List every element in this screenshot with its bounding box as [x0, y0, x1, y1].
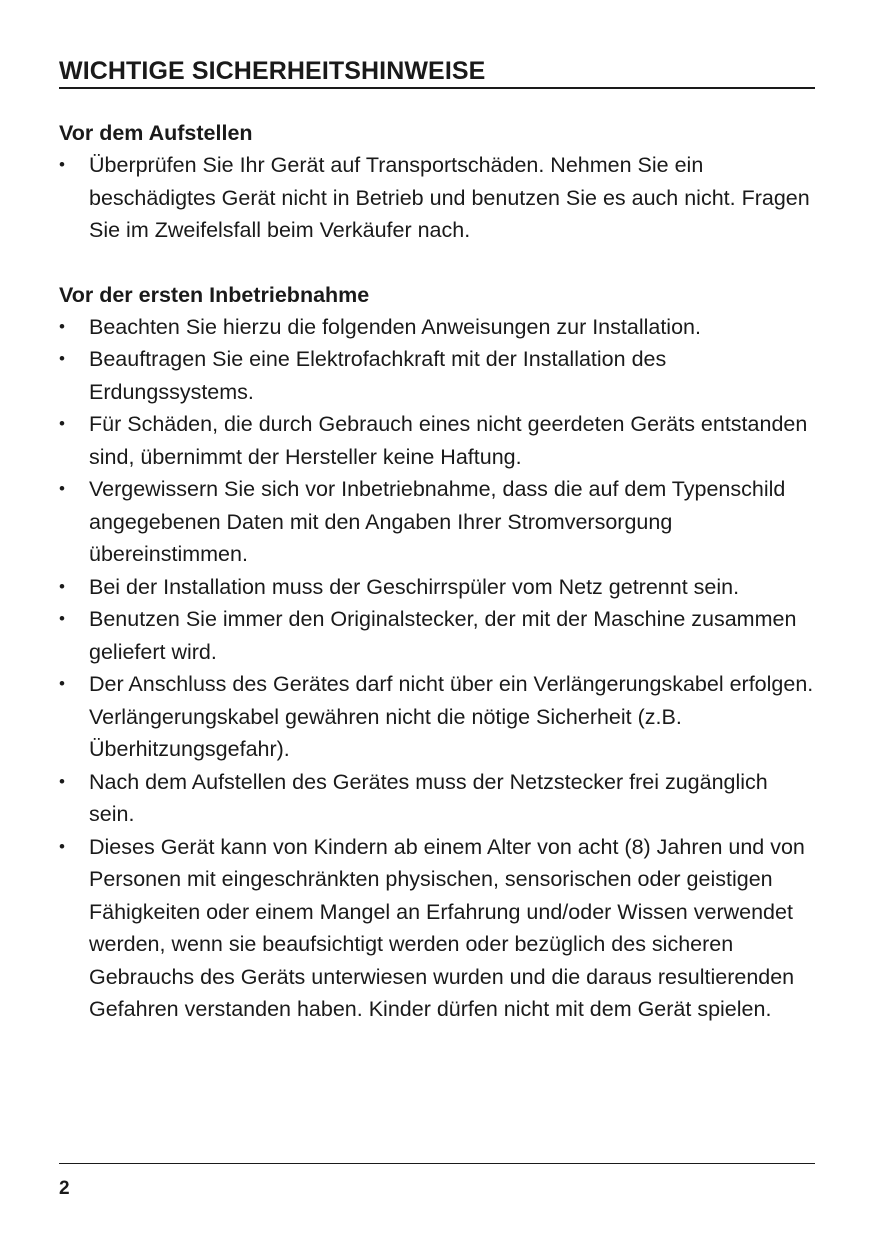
bullet-icon: •	[59, 771, 65, 791]
bullet-icon: •	[59, 576, 65, 596]
list-item-text: Für Schäden, die durch Gebrauch eines nicht geerdeten Geräts entstanden sind, übernimmt der Hersteller keine Haftung.	[89, 412, 808, 469]
list-item-text: Bei der Installation muss der Geschirrspüler vom Netz getrennt sein.	[89, 574, 740, 599]
bullet-icon: •	[59, 349, 65, 368]
bullet-icon: •	[59, 674, 65, 693]
list-item	[59, 343, 815, 408]
section-heading-first-use: Vor der ersten Inbetriebnahme	[59, 282, 370, 307]
list-item	[59, 668, 815, 766]
list-item-text: Dieses Gerät kann von Kindern ab einem Alter von acht (8) Jahren und von Personen mit eingeschränkten physischen, sensorischen oder geistigen Fähigkeiten oder einem Mangel an Erfahrung und/oder Wissen verwendet werden, wenn sie beaufsichtigt werden oder bezüglich des sicheren Gebrauchs des Geräts unterwiesen wurden und die daraus resultierenden Gefahren verstanden haben. Kinder dürfen nicht mit dem Gerät spielen.	[89, 834, 805, 1021]
bullet-icon: •	[59, 316, 65, 336]
list-item-text: Benutzen Sie immer den Originalstecker, der mit der Maschine zusammen geliefert wird.	[89, 607, 797, 664]
list-item-text: Überprüfen Sie Ihr Gerät auf Transportschäden. Nehmen Sie ein beschädigtes Gerät nicht in Betrieb und benutzen Sie es auch nicht. Fragen Sie im Zweifelsfall beim Verkäufer nach.	[89, 153, 810, 242]
section-heading-before-setup: Vor dem Aufstellen	[59, 121, 253, 145]
list-item-text: Beachten Sie hierzu die folgenden Anweisungen zur Installation.	[89, 314, 701, 339]
list-item-text: Der Anschluss des Gerätes darf nicht über ein Verlängerungskabel erfolgen. Verlängerungskabel gewähren nicht die nötige Sicherheit (z.B. Überhitzungsgefahr).	[89, 672, 814, 761]
list-item	[59, 408, 815, 473]
bullet-icon: •	[59, 609, 65, 628]
list-item	[59, 311, 815, 344]
list-item	[59, 831, 815, 1026]
list-item	[59, 603, 815, 668]
bullet-icon: •	[59, 414, 65, 433]
footer-divider	[59, 1163, 815, 1164]
page-number: 2	[59, 1178, 70, 1199]
list-item-text: Vergewissern Sie sich vor Inbetriebnahme, dass die auf dem Typenschild angegebenen Daten mit den Angaben Ihrer Stromversorgung übereinstimmen.	[89, 477, 786, 566]
bullet-icon: •	[59, 836, 65, 856]
list-item	[59, 149, 815, 247]
bullet-list-before-setup	[59, 149, 815, 247]
list-item-text: Beauftragen Sie eine Elektrofachkraft mit der Installation des Erdungssystems.	[89, 347, 667, 404]
list-item	[59, 766, 815, 831]
list-item-text: Nach dem Aufstellen des Gerätes muss der Netzstecker frei zugänglich sein.	[89, 769, 768, 826]
bullet-icon: •	[59, 479, 65, 498]
bullet-list-first-use	[59, 311, 815, 1026]
list-item	[59, 571, 815, 604]
document-page	[59, 55, 815, 1026]
page-title: WICHTIGE SICHERHEITSHINWEISE	[59, 55, 815, 89]
list-item	[59, 473, 815, 571]
bullet-icon: •	[59, 155, 65, 174]
